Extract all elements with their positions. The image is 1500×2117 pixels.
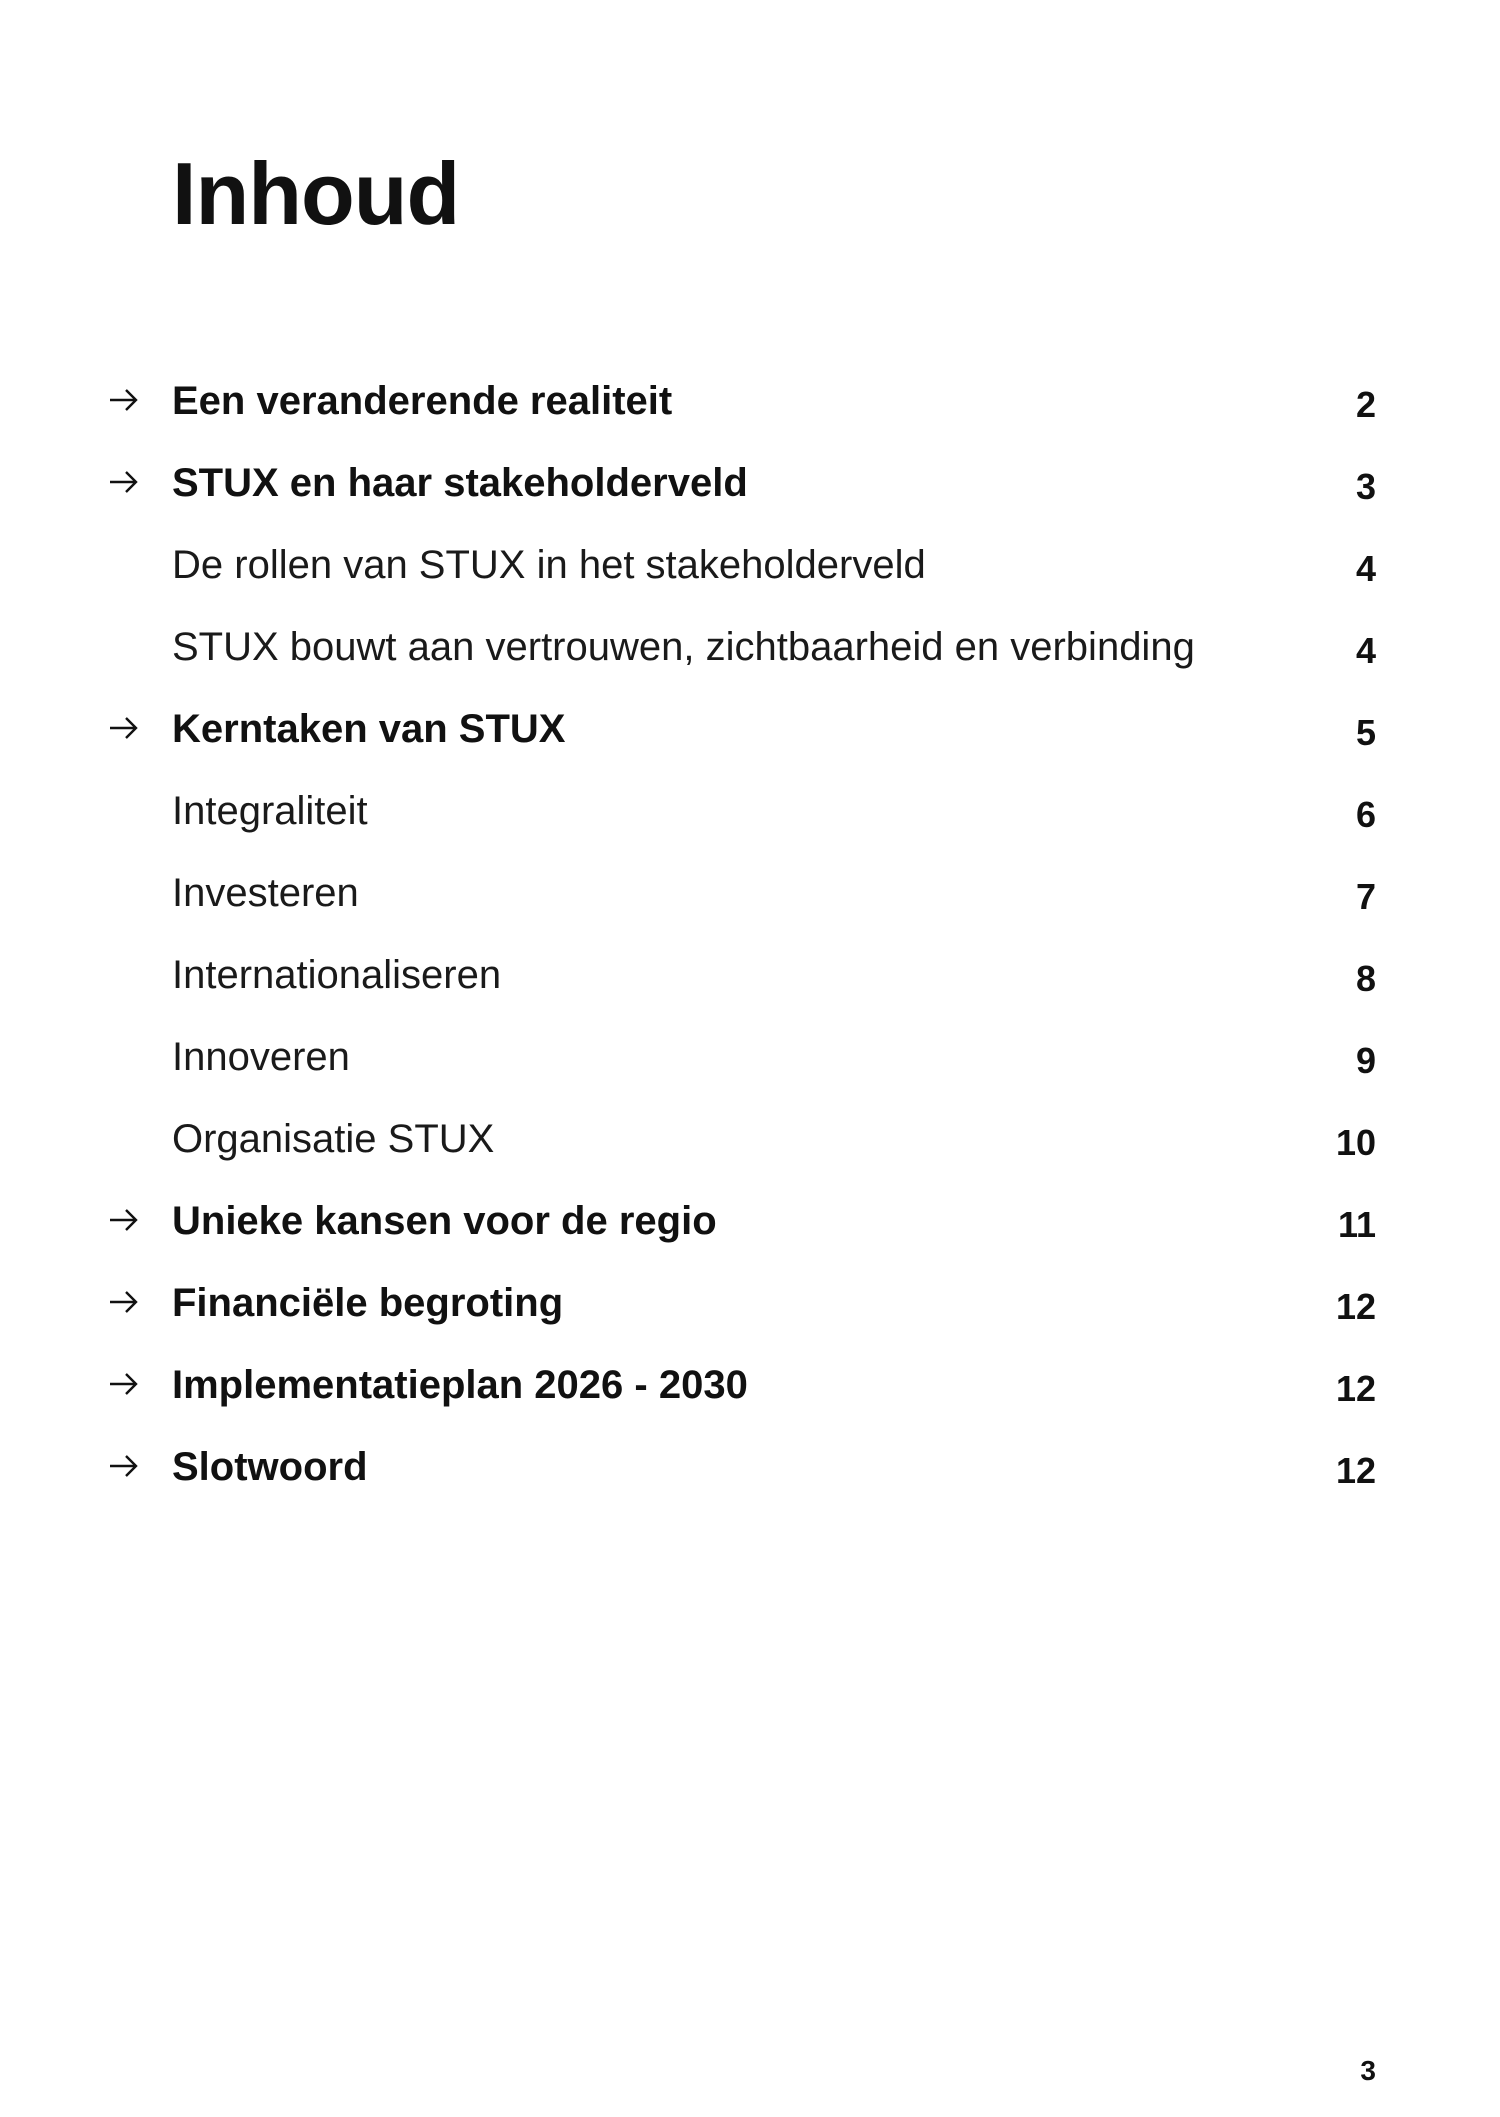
toc-entry[interactable] bbox=[0, 457, 1500, 539]
toc-entry-label: Integraliteit bbox=[172, 789, 368, 833]
arrow-right-icon bbox=[108, 1289, 140, 1315]
toc-entry-label: De rollen van STUX in het stakeholderveld bbox=[172, 543, 926, 587]
toc-subentry[interactable] bbox=[0, 949, 1500, 1031]
toc-subentry[interactable] bbox=[0, 539, 1500, 621]
toc-entry-label: Financiële begroting bbox=[172, 1281, 564, 1325]
arrow-right-icon bbox=[108, 1453, 140, 1479]
toc-subentry[interactable] bbox=[0, 621, 1500, 703]
page-number: 3 bbox=[1360, 2055, 1376, 2086]
toc-entry-label: Investeren bbox=[172, 871, 359, 915]
page-title: Inhoud bbox=[172, 144, 460, 243]
toc-entry-label: Innoveren bbox=[172, 1035, 350, 1079]
arrow-right-icon bbox=[108, 715, 140, 741]
toc-entry[interactable] bbox=[0, 1441, 1500, 1523]
arrow-right-icon bbox=[108, 469, 140, 495]
toc-entry-label: Implementatieplan 2026 - 2030 bbox=[172, 1363, 748, 1407]
toc-entry-page: 4 bbox=[1355, 548, 1376, 589]
toc-entry[interactable] bbox=[0, 1359, 1500, 1441]
toc-entry-label: STUX en haar stakeholderveld bbox=[172, 461, 748, 505]
toc-entry-page: 8 bbox=[1355, 958, 1376, 999]
toc-entry-label: STUX bouwt aan vertrouwen, zichtbaarheid en verbinding bbox=[172, 625, 1195, 669]
toc-entry-page: 4 bbox=[1355, 630, 1376, 671]
toc-entry-label: Internationaliseren bbox=[172, 953, 502, 997]
toc-entry[interactable] bbox=[0, 703, 1500, 785]
toc-entry-page: 10 bbox=[1335, 1122, 1376, 1163]
toc-subentry[interactable] bbox=[0, 785, 1500, 867]
toc-entry-page: 12 bbox=[1335, 1368, 1376, 1409]
toc-entry[interactable] bbox=[0, 1277, 1500, 1359]
toc-entry-label: Kerntaken van STUX bbox=[172, 707, 566, 751]
toc-entry-label: Een veranderende realiteit bbox=[172, 379, 673, 423]
toc-entry-page: 12 bbox=[1335, 1286, 1376, 1327]
toc-entry-page: 9 bbox=[1355, 1040, 1376, 1081]
table-of-contents bbox=[0, 375, 1500, 1523]
toc-subentry[interactable] bbox=[0, 1113, 1500, 1195]
toc-entry-page: 3 bbox=[1355, 466, 1376, 507]
toc-subentry[interactable] bbox=[0, 1031, 1500, 1113]
arrow-right-icon bbox=[108, 1207, 140, 1233]
toc-entry-page: 5 bbox=[1355, 712, 1376, 753]
arrow-right-icon bbox=[108, 1371, 140, 1397]
toc-entry-label: Slotwoord bbox=[172, 1445, 368, 1489]
toc-entry-page: 6 bbox=[1355, 794, 1376, 835]
toc-entry[interactable] bbox=[0, 375, 1500, 457]
toc-entry-label: Organisatie STUX bbox=[172, 1117, 495, 1161]
toc-entry[interactable] bbox=[0, 1195, 1500, 1277]
toc-entry-page: 12 bbox=[1335, 1450, 1376, 1491]
toc-entry-label: Unieke kansen voor de regio bbox=[172, 1199, 717, 1243]
toc-entry-page: 2 bbox=[1355, 384, 1376, 425]
toc-entry-page: 11 bbox=[1337, 1204, 1376, 1245]
arrow-right-icon bbox=[108, 387, 140, 413]
toc-entry-page: 7 bbox=[1355, 876, 1376, 917]
toc-subentry[interactable] bbox=[0, 867, 1500, 949]
